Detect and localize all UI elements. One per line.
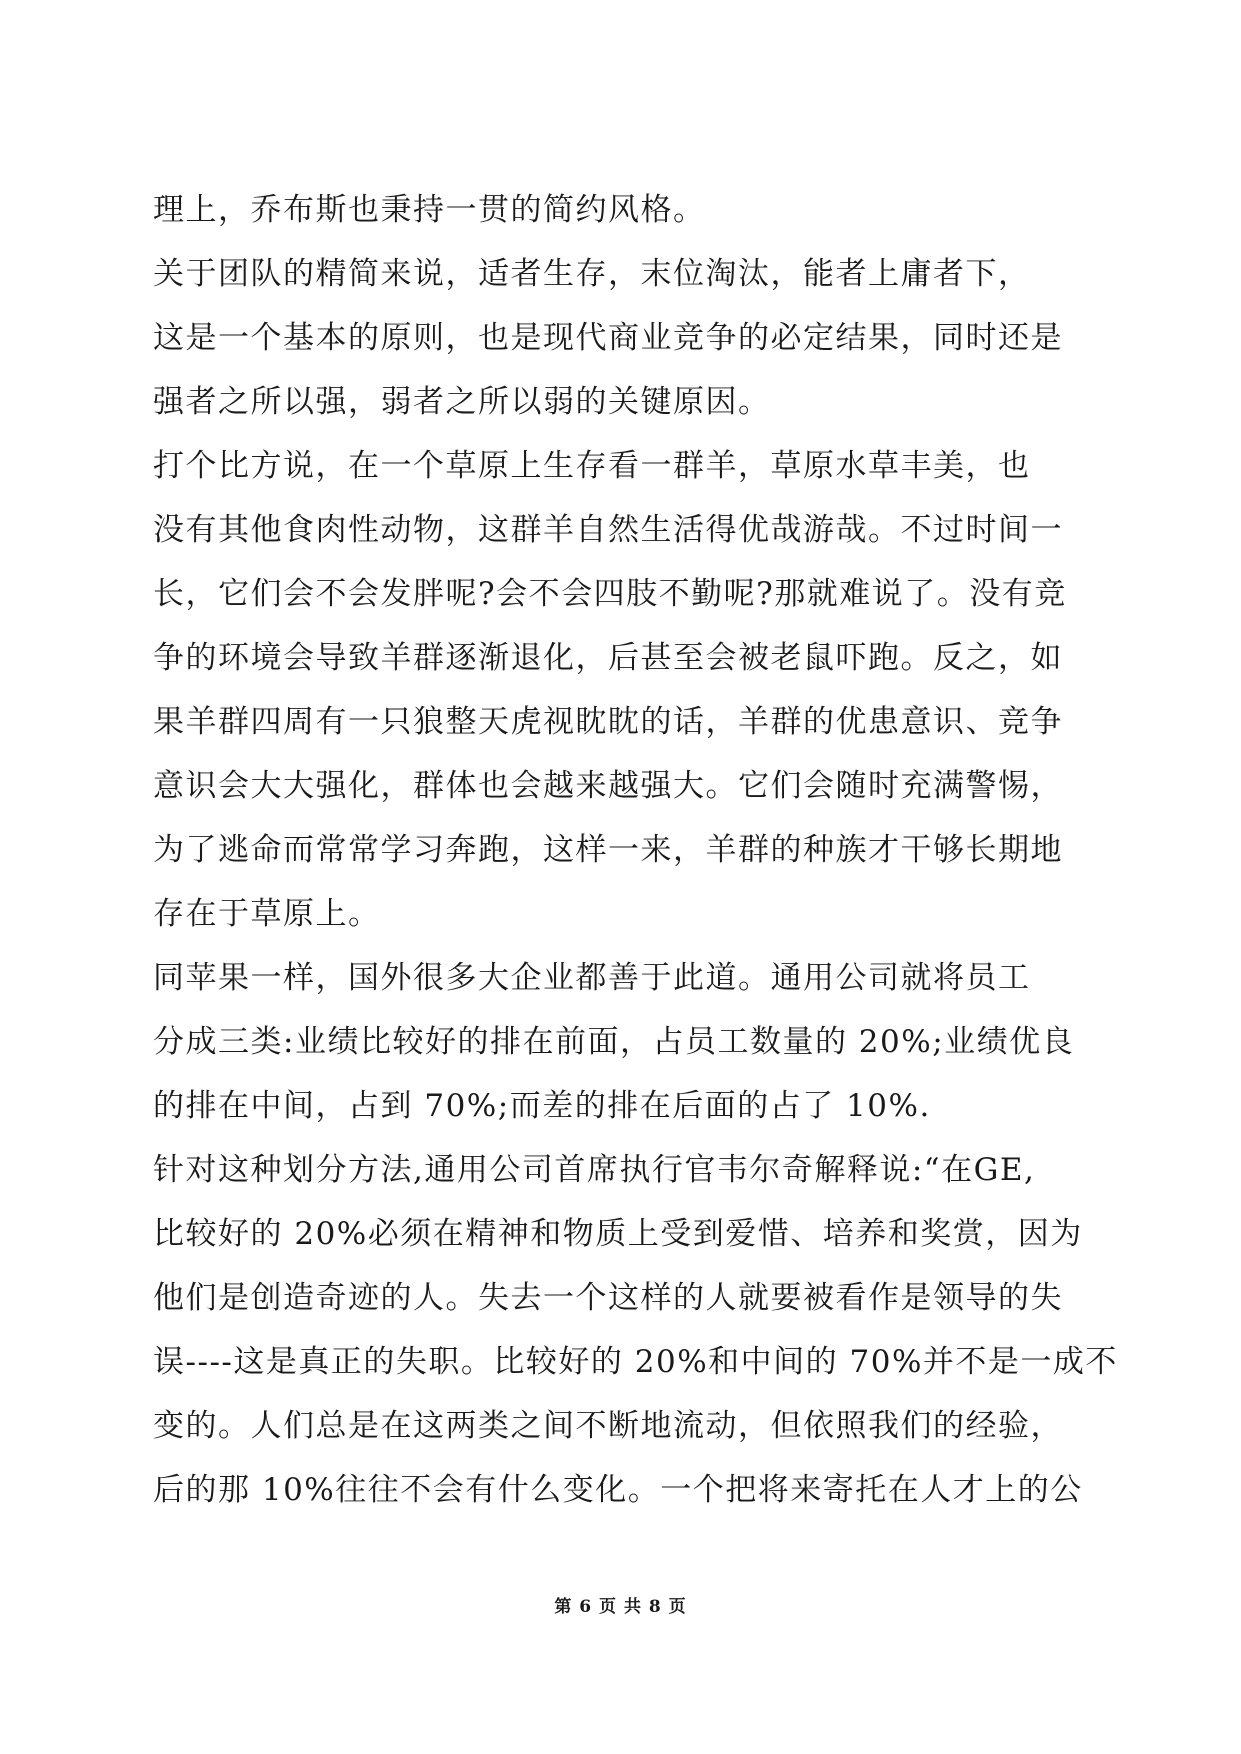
text-line: 为了逃命而常常学习奔跑，这样一来，羊群的种族才干够长期地 xyxy=(153,832,1063,868)
text-line: 关于团队的精简来说，适者生存，末位淘汰，能者上庸者下， xyxy=(153,256,1031,292)
text-line: 强者之所以强，弱者之所以弱的关键原因。 xyxy=(153,384,771,420)
text-line: 的排在中间，占到 70%;而差的排在后面的占了 10%. xyxy=(153,1088,931,1124)
text-line: 意识会大大强化，群体也会越来越强大。它们会随时充满警惕， xyxy=(153,768,1063,804)
text-line: 打个比方说，在一个草原上生存看一群羊，草原水草丰美，也 xyxy=(153,448,1031,484)
text-line: 分成三类:业绩比较好的排在前面，占员工数量的 20%;业绩优良 xyxy=(153,1024,1075,1060)
page-number-footer: 第 6 页 共 8 页 xyxy=(554,1597,687,1617)
text-line: 没有其他食肉性动物，这群羊自然生活得优哉游哉。不过时间一 xyxy=(153,512,1063,548)
text-line: 果羊群四周有一只狼整天虎视眈眈的话，羊群的优患意识、竞争 xyxy=(153,704,1063,740)
text-line: 这是一个基本的原则，也是现代商业竞争的必定结果，同时还是 xyxy=(153,320,1063,356)
body-text xyxy=(153,178,1118,1522)
text-line: 比较好的 20%必须在精神和物质上受到爱惜、培养和奖赏，因为 xyxy=(153,1216,1083,1252)
text-line: 他们是创造奇迹的人。失去一个这样的人就要被看作是领导的失 xyxy=(153,1280,1063,1316)
text-line: 误----这是真正的失职。比较好的 20%和中间的 70%并不是一成不 xyxy=(153,1344,1118,1380)
text-line: 长，它们会不会发胖呢?会不会四肢不勤呢?那就难说了。没有竞 xyxy=(153,576,1067,612)
text-line: 理上，乔布斯也秉持一贯的简约风格。 xyxy=(153,192,706,228)
text-line: 变的。人们总是在这两类之间不断地流动，但依照我们的经验， xyxy=(153,1408,1063,1444)
text-line: 同苹果一样，国外很多大企业都善于此道。通用公司就将员工 xyxy=(153,960,1031,996)
text-line: 针对这种划分方法,通用公司首席执行官韦尔奇解释说:“在GE, xyxy=(153,1152,1036,1188)
text-line: 存在于草原上。 xyxy=(153,896,381,932)
text-line: 争的环境会导致羊群逐渐退化，后甚至会被老鼠吓跑。反之，如 xyxy=(153,640,1063,676)
text-line: 后的那 10%往往不会有什么变化。一个把将来寄托在人才上的公 xyxy=(153,1472,1083,1508)
